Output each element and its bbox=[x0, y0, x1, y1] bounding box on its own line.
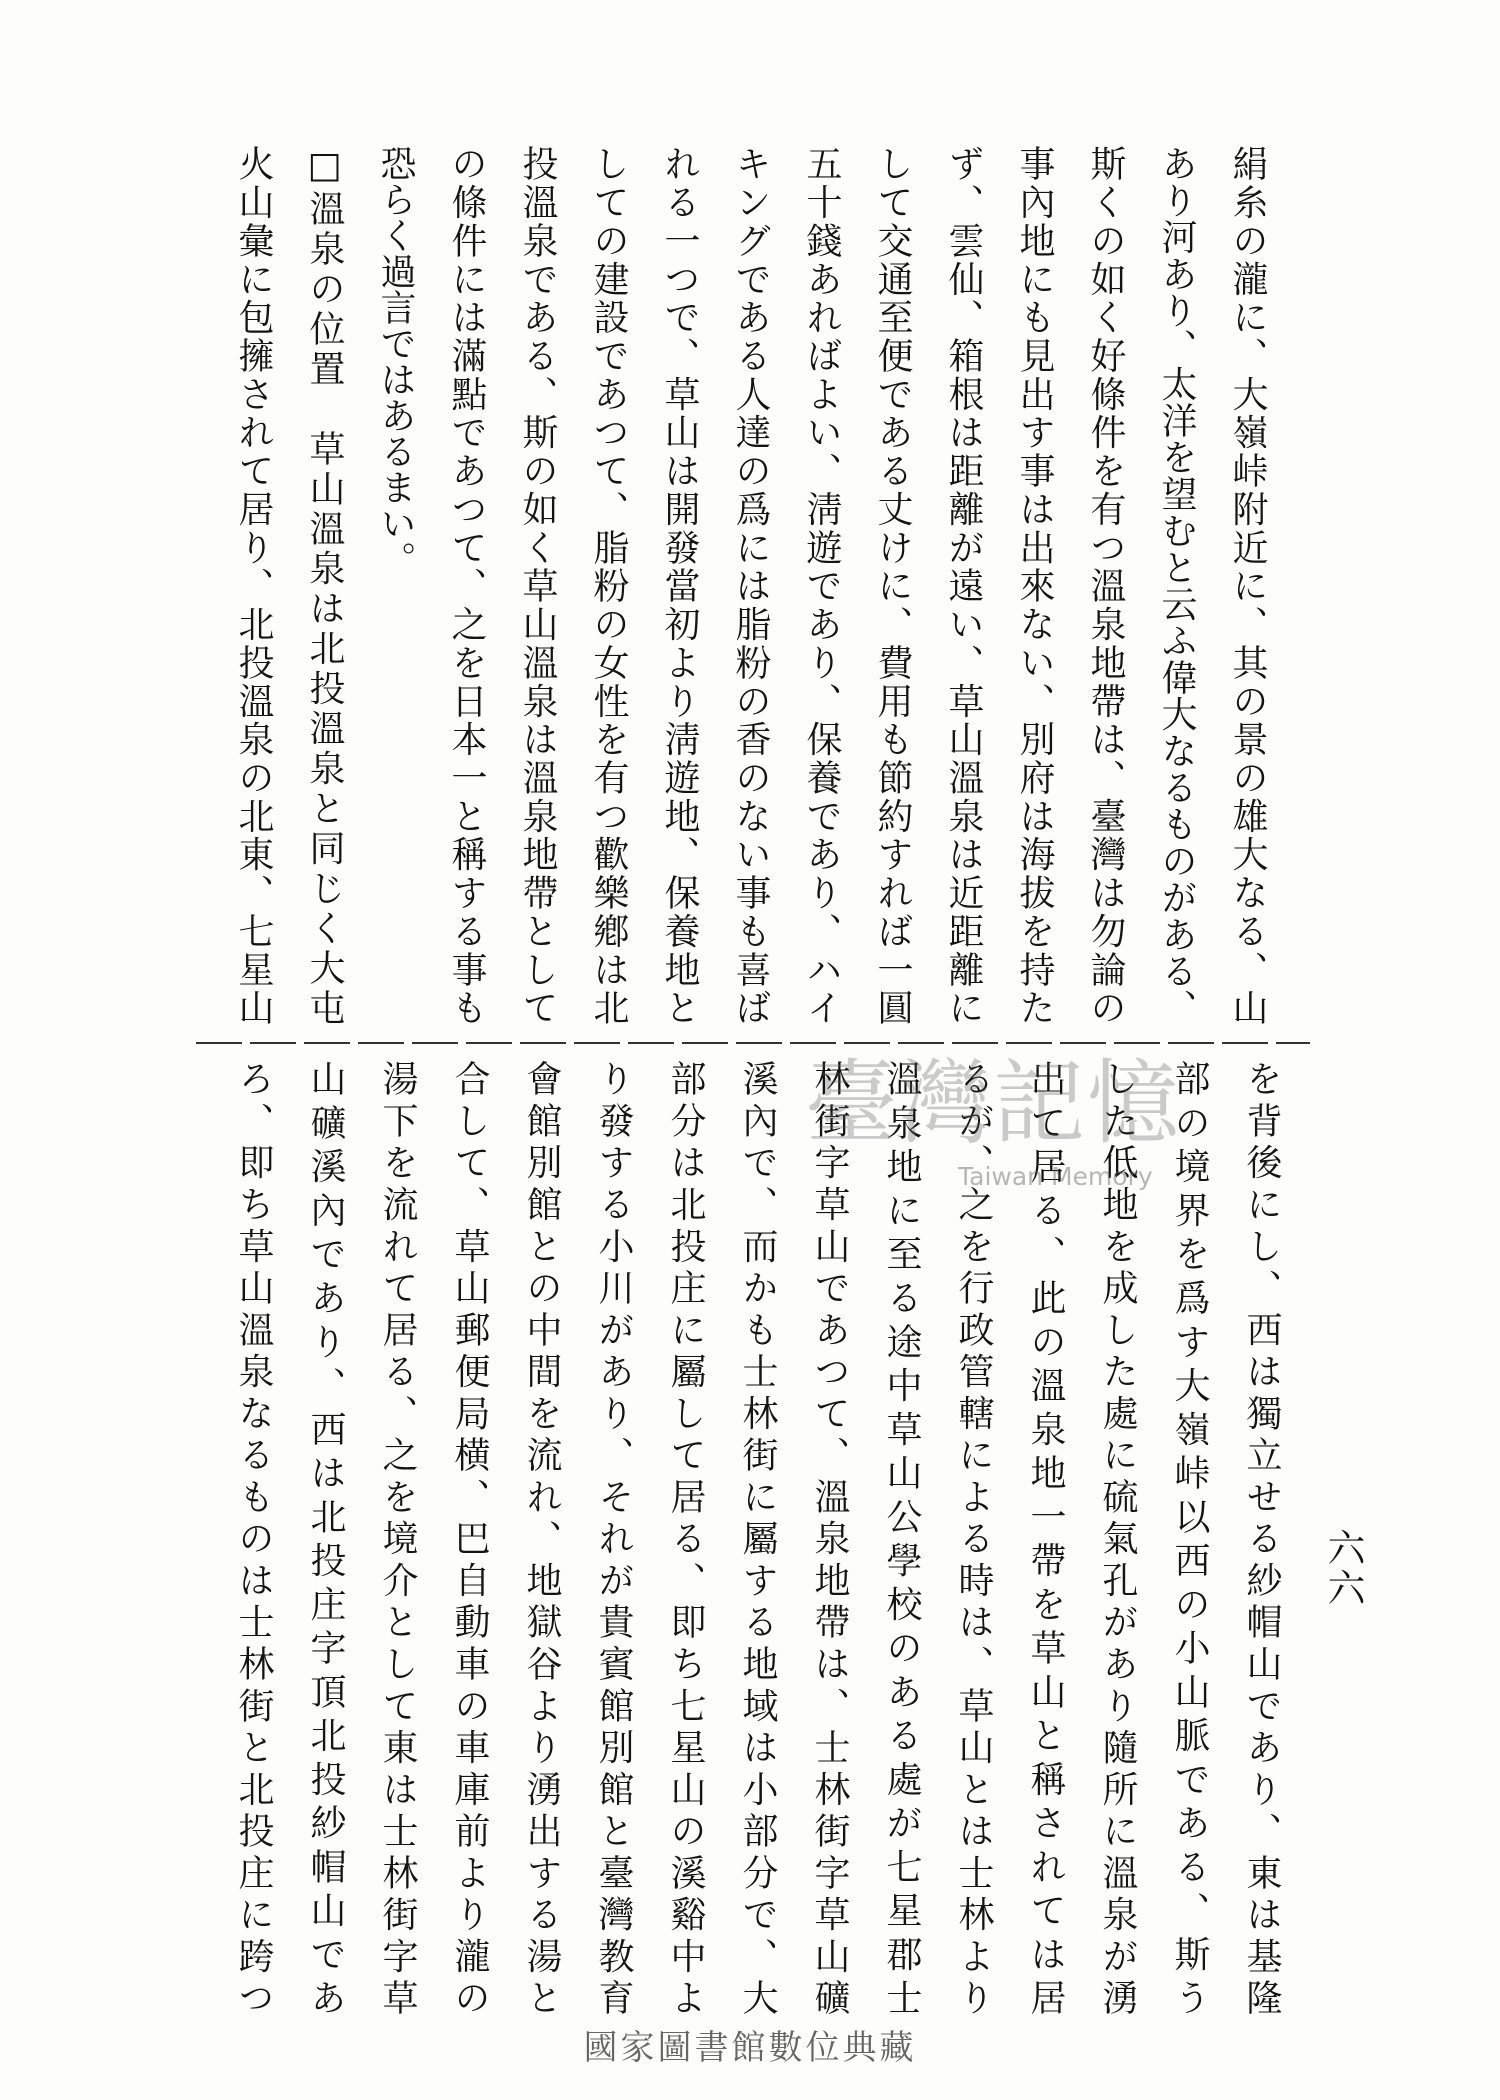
text-column: 斯くの如く好條件を有つ溫泉地帶は、臺灣は勿論の bbox=[1085, 145, 1126, 1025]
text-column: 絹糸の瀧に、大嶺峠附近に、其の景の雄大なる、山 bbox=[1227, 145, 1268, 1025]
lower-text-block bbox=[217, 1060, 1297, 2015]
text-column: 恐らく過言ではあるまい。 bbox=[375, 145, 416, 577]
text-column: ろ、即ち草山溫泉なるものは士林街と北投庄に跨つ bbox=[233, 1060, 274, 2015]
text-column: 五十錢あればよい、淸遊であり、保養であり、ハイ bbox=[801, 145, 842, 1025]
upper-text-block bbox=[218, 145, 1283, 1025]
tier-divider-line bbox=[196, 1042, 1310, 1044]
text-column: を背後にし、西は獨立せる紗帽山であり、東は基隆 bbox=[1241, 1060, 1282, 2015]
text-column: 出て居る、此の溫泉地一帶を草山と稱されては居 bbox=[1025, 1060, 1066, 2015]
text-column: 林街字草山であつて、溫泉地帶は、士林街字草山礦 bbox=[809, 1060, 850, 2015]
watermark-caption: Taiwan Memory bbox=[958, 1162, 1153, 1191]
text-column: ず、雲仙、箱根は距離が遠い、草山溫泉は近距離に bbox=[943, 145, 984, 1025]
text-column: 合して、草山郵便局横、巴自動車の車庫前より瀧の bbox=[449, 1060, 490, 2015]
text-column: るが、之を行政管轄による時は、草山とは士林より bbox=[953, 1060, 994, 2015]
text-column: して交通至便である丈けに、費用も節約すれば一圓 bbox=[872, 145, 913, 1025]
text-column: 部分は北投庄に屬して居る、即ち七星山の溪谿中よ bbox=[665, 1060, 706, 2015]
text-column: 部の境界を爲す大嶺峠以西の小山脈である、斯う bbox=[1169, 1060, 1210, 2015]
text-column: 湯下を流れて居る、之を境介として東は士林街字草 bbox=[377, 1060, 418, 2015]
text-column: 投溫泉である、斯の如く草山溫泉は溫泉地帶として bbox=[517, 145, 558, 1025]
text-column: 溪內で、而かも士林街に屬する地域は小部分で、大 bbox=[737, 1060, 778, 2015]
text-column: 山礦溪內であり、西は北投庄字頂北投紗帽山であ bbox=[305, 1060, 346, 2015]
text-column: しての建設であつて、脂粉の女性を有つ歡樂鄕は北 bbox=[588, 145, 629, 1025]
text-column: の條件には滿點であつて、之を日本一と稱する事も bbox=[446, 145, 487, 1025]
text-column: 會館別館との中間を流れ、地獄谷より湧出する湯と bbox=[521, 1060, 562, 2015]
text-column: 事內地にも見出す事は出來ない、別府は海拔を持た bbox=[1014, 145, 1055, 1025]
text-column: 溫泉地に至る途中草山公學校のある處が七星郡士 bbox=[881, 1060, 922, 2015]
text-column: した低地を成した處に硫氣孔があり隨所に溫泉が湧 bbox=[1097, 1060, 1138, 2015]
section-heading-column: □溫泉の位置 草山溫泉は北投溫泉と同じく大屯 bbox=[304, 145, 345, 1025]
text-column: り發する小川があり、それが貴賓館別館と臺灣教育 bbox=[593, 1060, 634, 2015]
text-column: れる一つで、草山は開發當初より淸遊地、保養地と bbox=[659, 145, 700, 1025]
watermark-logo: 臺灣記憶 bbox=[805, 1050, 1182, 1157]
text-column: キングである人達の爲には脂粉の香のない事も喜ば bbox=[730, 145, 771, 1025]
text-column: あり河あり、太洋を望むと云ふ偉大なるものがある、 bbox=[1156, 145, 1197, 1025]
text-column: 火山彙に包擁されて居り、北投溫泉の北東、七星山 bbox=[233, 145, 274, 1025]
footer-credit: 國家圖書館數位典藏 bbox=[583, 2028, 917, 2068]
page-number: 六六 bbox=[1321, 1528, 1365, 1608]
